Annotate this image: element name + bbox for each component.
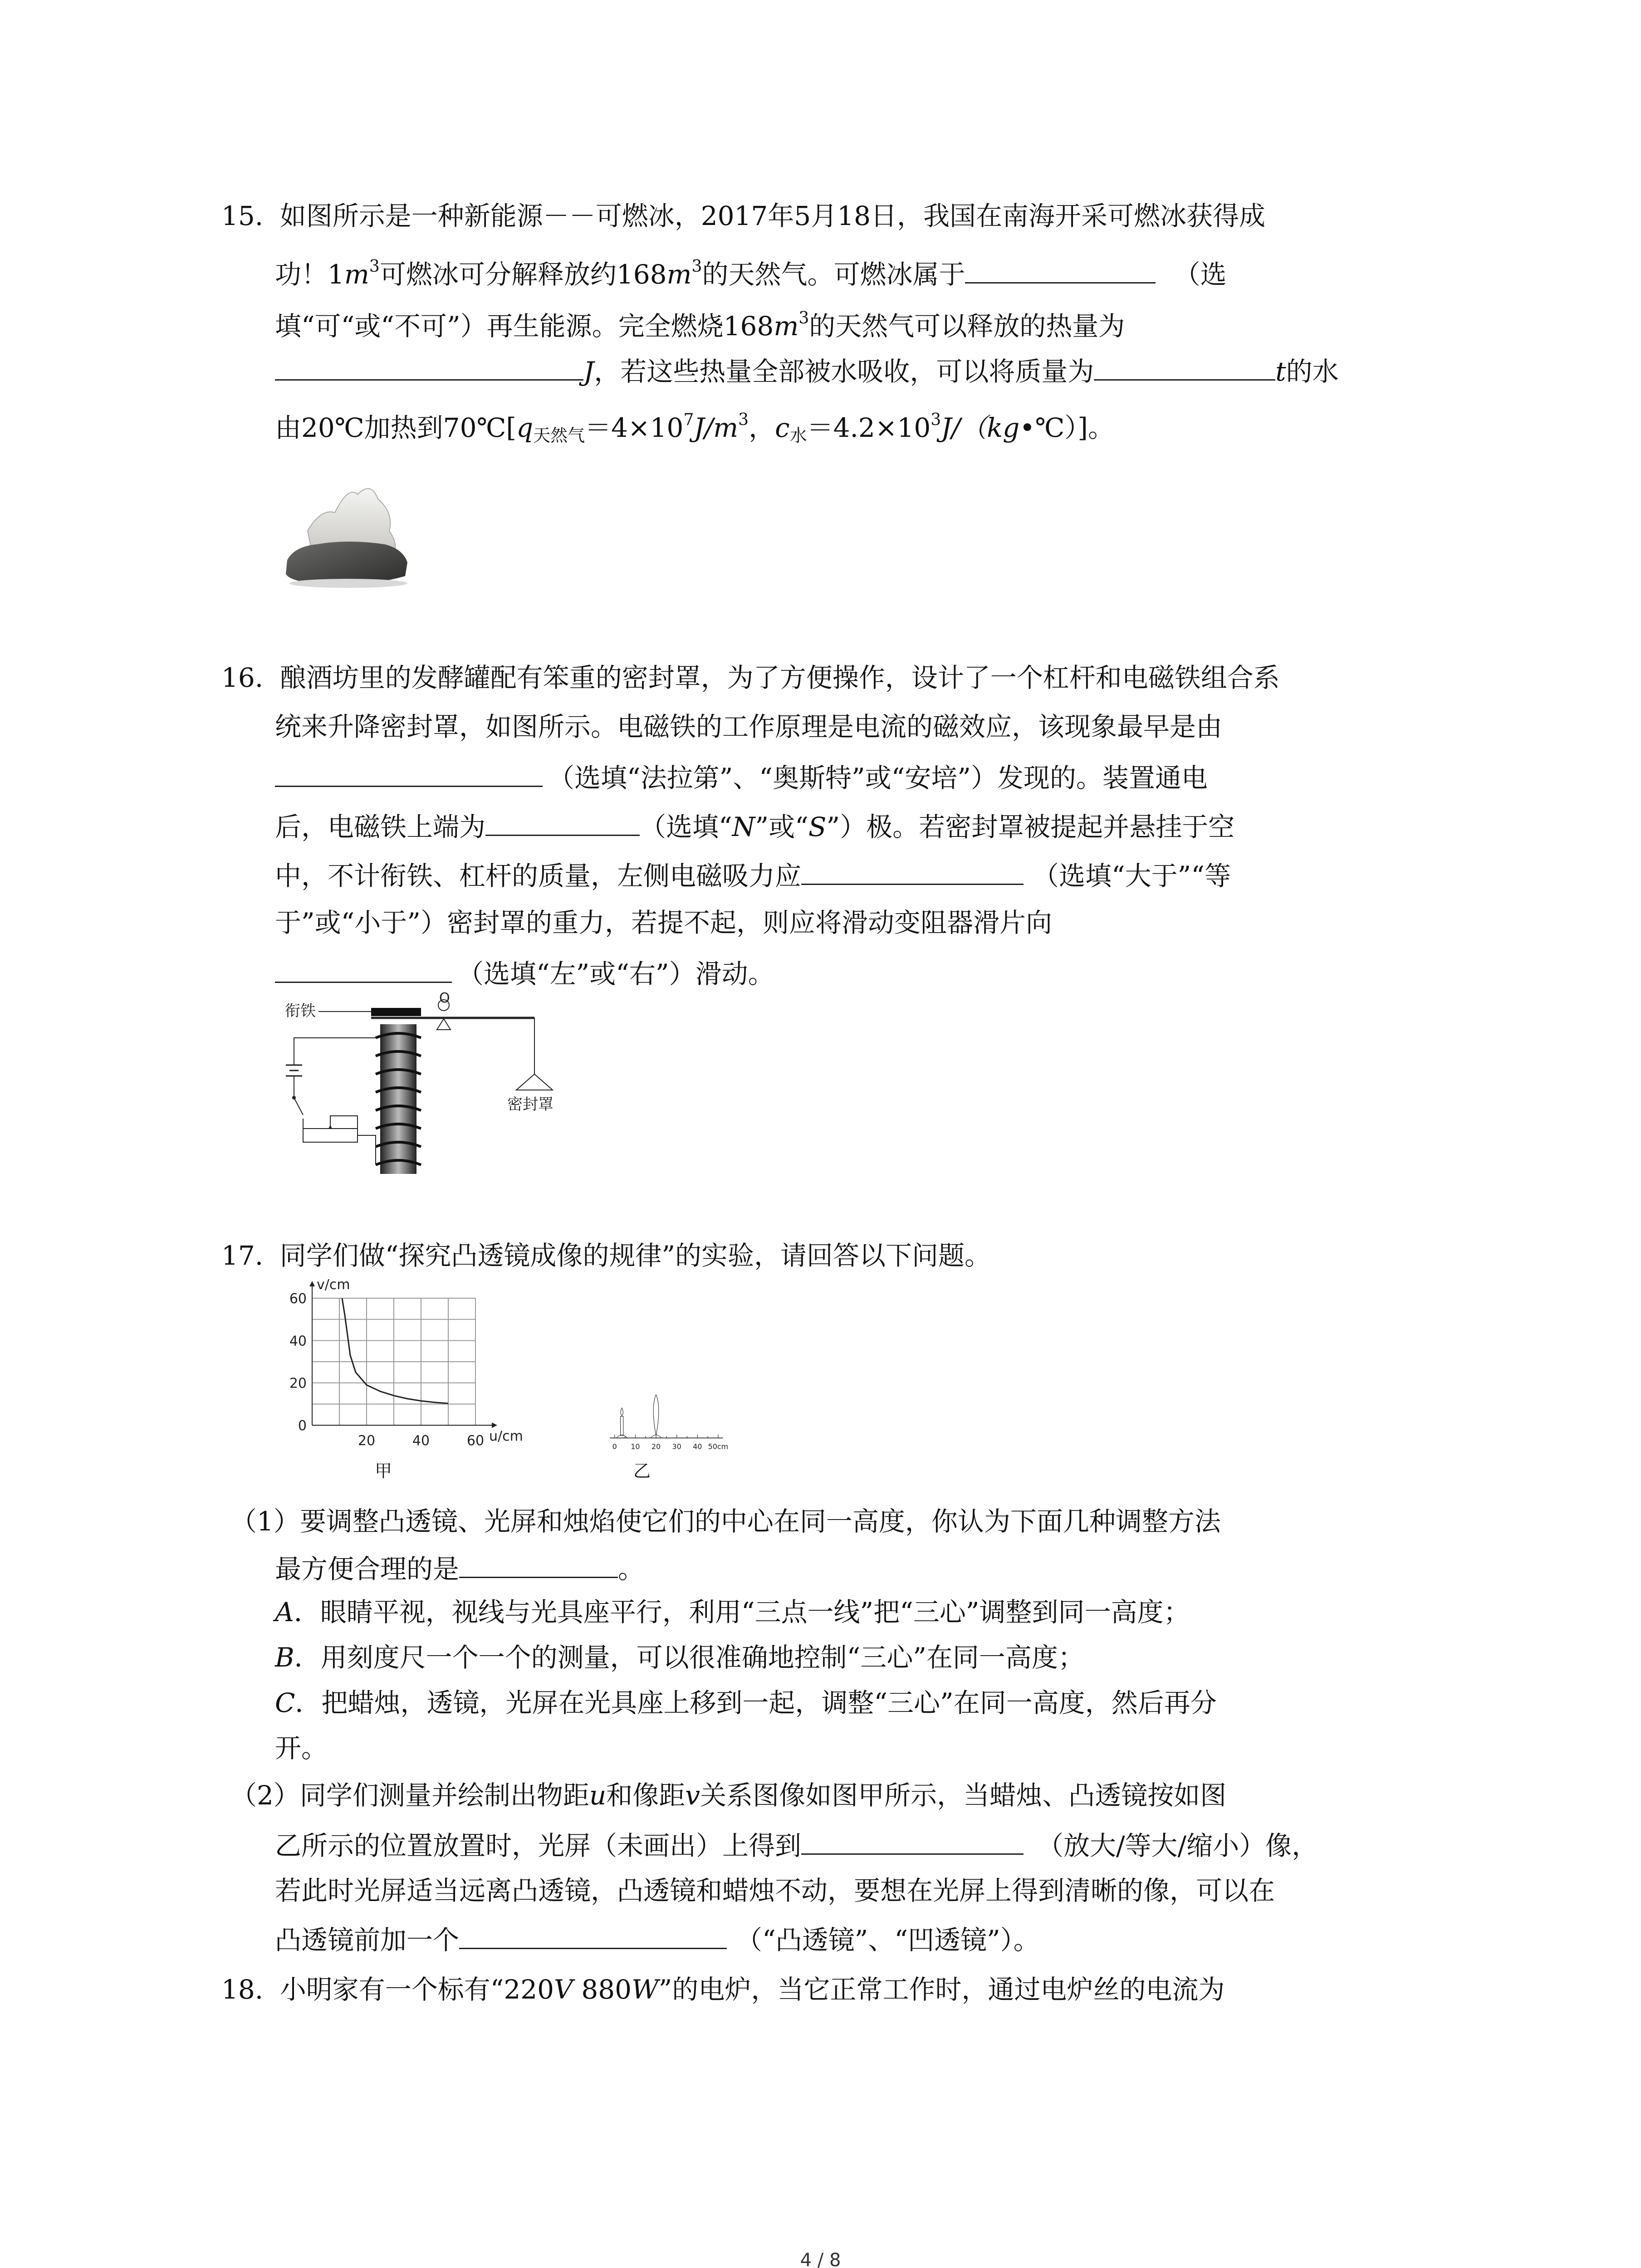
figure-jia-label: 甲 <box>375 1461 392 1481</box>
x-tick-label: 60 <box>466 1433 485 1449</box>
iron-core <box>380 1024 416 1174</box>
y-tick-label: 20 <box>289 1375 307 1392</box>
q16-line-3: （选填“法拉第”、“奥斯特”或“安培”）发现的。装置通电 <box>275 759 1208 794</box>
q16-line-6: 于”或“小于”）密封罩的重力，若提不起，则应将滑动变阻器滑片向 <box>275 907 1052 938</box>
answer-blank[interactable] <box>459 1550 618 1578</box>
combustible-ice-photo <box>280 481 412 590</box>
seal-cover-label: 密封罩 <box>507 1095 554 1114</box>
candle <box>621 1416 623 1435</box>
answer-blank[interactable] <box>801 857 1024 885</box>
q17-part2-line-3: 若此时光屏适当远离凸透镜，凸透镜和蜡烛不动，要想在光屏上得到清晰的像，可以在 <box>275 1875 1275 1906</box>
candle-holder <box>617 1435 627 1438</box>
bench-tick-label: 50cm <box>708 1442 729 1451</box>
answer-blank[interactable] <box>801 1827 1024 1855</box>
q17-part1-line-2: 最方便合理的是 。 <box>275 1550 644 1585</box>
question-number: 18. <box>221 1974 264 2005</box>
series-line <box>342 1298 448 1403</box>
answer-blank[interactable] <box>459 1921 727 1949</box>
y-axis-label: v/cm <box>317 1277 350 1293</box>
answer-blank[interactable] <box>485 808 640 836</box>
optical-bench-figure <box>548 1393 811 1452</box>
option-c-cont: 开。 <box>275 1733 328 1764</box>
option-b: B．用刻度尺一个一个的测量，可以很准确地控制“三心”在同一高度； <box>275 1642 1084 1673</box>
option-a: A．眼睛平视，视线与光具座平行，利用“三点一线”把“三心”调整到同一高度； <box>275 1597 1190 1628</box>
pivot-label: O <box>439 990 450 1006</box>
q15-line-5: 由20℃加热到$70℃[q_{天然气}=4\times 10^7J/m^3$，$c_水=4.2\times 10^3J/(kg•℃)$]。 <box>275 411 1114 445</box>
q16-line-4: 后，电磁铁上端为 （选填“N”或“S”）极。若密封罩被提起并悬挂于空 <box>275 808 1234 843</box>
page-number: 4 / 8 <box>800 2250 841 2268</box>
answer-blank[interactable] <box>275 759 543 787</box>
q17-part2-line-4: 凸透镜前加一个 （“凸透镜”、“凹透镜”）。 <box>275 1921 1040 1956</box>
q16-line-2: 统来升降密封罩，如图所示。电磁铁的工作原理是电流的磁效应，该现象最早是由 <box>275 711 1223 742</box>
q18-line-1: 18. 小明家有一个标有“220V 880W”的电炉，当它正常工作时，通过电炉丝的电流为 <box>221 1974 1225 2005</box>
bench-tick-label: 10 <box>631 1442 640 1451</box>
candle-flame <box>621 1408 623 1416</box>
x-axis-label: u/cm <box>489 1428 523 1444</box>
answer-blank[interactable] <box>1094 353 1275 381</box>
rheostat <box>303 1129 358 1142</box>
q16-line-5: 中，不计衔铁、杠杆的质量，左侧电磁吸力应 （选填“大于”“等 <box>275 857 1231 892</box>
y-tick-label: 0 <box>298 1418 307 1434</box>
q15-line-1: 15. 如图所示是一种新能源－－可燃冰，2017年5月18日，我国在南海开采可燃冰获得成 <box>221 200 1265 231</box>
y-tick-label: 40 <box>289 1333 307 1349</box>
x-tick-label: 40 <box>412 1433 430 1449</box>
answer-blank[interactable] <box>965 256 1156 284</box>
bench-tick-label: 0 <box>612 1442 617 1451</box>
answer-blank[interactable] <box>275 353 583 381</box>
q15-line-4: J，若这些热量全部被水吸收，可以将质量为 t的水 <box>275 353 1339 388</box>
convex-lens <box>653 1395 659 1436</box>
option-c: C．把蜡烛，透镜，光屏在光具座上移到一起，调整“三心”在同一高度，然后再分 <box>275 1687 1217 1718</box>
question-number: 15. <box>221 200 264 231</box>
armature-label: 衔铁 <box>285 1002 316 1020</box>
answer-blank[interactable] <box>275 955 452 983</box>
q16-line-7: （选填“左”或“右”）滑动。 <box>275 955 774 990</box>
bench-tick-label: 30 <box>672 1442 681 1451</box>
bench-tick-label: 20 <box>651 1442 661 1451</box>
lever-electromagnet-figure <box>280 990 580 1178</box>
q17-part2-line-1: （2）同学们测量并绘制出物距u和像距v关系图像如图甲所示，当蜡烛、凸透镜按如图 <box>230 1780 1227 1811</box>
question-number: 17. <box>221 1240 264 1271</box>
q17-part2-line-2: 乙所示的位置放置时，光屏（未画出）上得到 （放大/等大/缩小）像， <box>275 1827 1318 1862</box>
figure-yi-label: 乙 <box>633 1461 651 1481</box>
x-axis-arrow <box>492 1422 497 1428</box>
q16-line-1: 16. 酿酒坊里的发酵罐配有笨重的密封罩，为了方便操作，设计了一个杠杆和电磁铁组合系 <box>221 662 1280 693</box>
q15-line-2: 功！$1m^3$可燃冰可分解释放约$168m^3$的天然气。可燃冰属于 （选 <box>275 250 1226 291</box>
y-tick-label: 60 <box>289 1291 307 1307</box>
y-axis-arrow <box>309 1281 315 1286</box>
pivot <box>437 1019 451 1030</box>
q17-part1-line-1: （1）要调整凸透镜、光屏和烛焰使它们的中心在同一高度，你认为下面几种调整方法 <box>230 1506 1221 1537</box>
q15-line-3: 填“可“或“不可”）再生能源。完全燃烧$168m^3$的天然气可以释放的热量为 <box>275 309 1125 342</box>
q17-line-1: 17. 同学们做“探究凸透镜成像的规律”的实验，请回答以下问题。 <box>221 1240 991 1271</box>
x-tick-label: 20 <box>358 1433 376 1449</box>
armature <box>371 1008 421 1016</box>
bench-tick-label: 40 <box>693 1442 702 1451</box>
question-number: 16. <box>221 662 264 693</box>
seal-cover <box>516 1074 553 1090</box>
u-v-graph <box>276 1277 523 1452</box>
